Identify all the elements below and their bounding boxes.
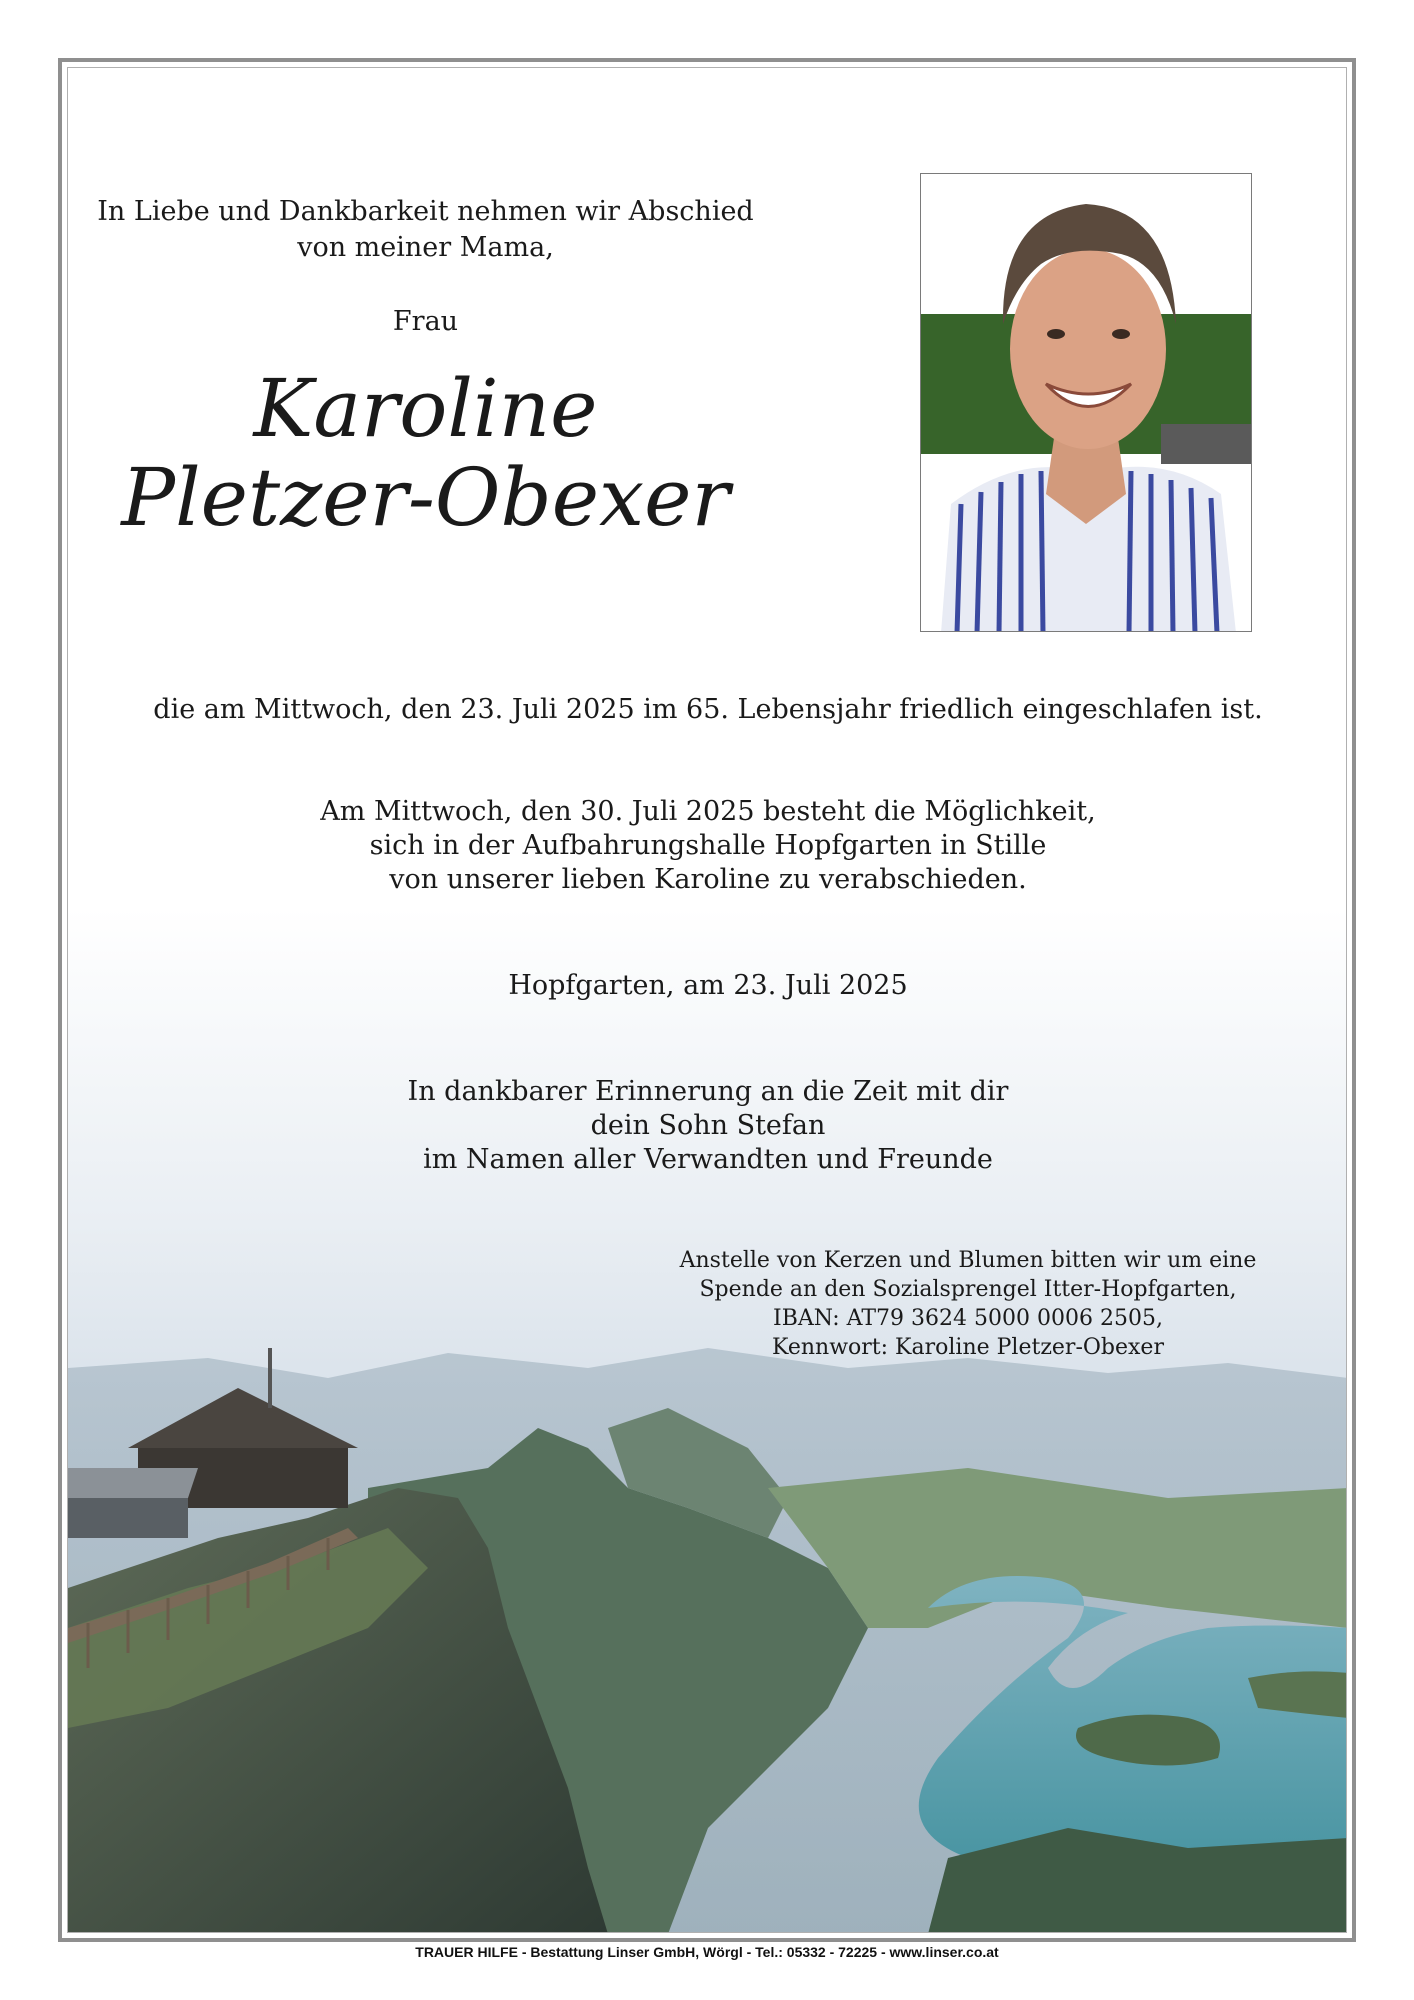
portrait-image xyxy=(921,174,1252,632)
intro-line-2: von meiner Mama, xyxy=(297,232,554,263)
portrait-photo xyxy=(920,173,1252,632)
donation-line-2: Spende an den Sozialsprengel Itter-Hopfgarten, xyxy=(699,1277,1237,1302)
mourners-line-2: dein Sohn Stefan xyxy=(590,1110,826,1141)
mourners-line-3: im Namen aller Verwandten und Freunde xyxy=(423,1144,993,1175)
place-date: Hopfgarten, am 23. Juli 2025 xyxy=(508,970,908,1001)
farewell-line-2: sich in der Aufbahrungshalle Hopfgarten in Stille xyxy=(369,830,1047,861)
donation-line-1: Anstelle von Kerzen und Blumen bitten wir um eine xyxy=(679,1248,1257,1273)
mourners-line-1: In dankbarer Erinnerung an die Zeit mit dir xyxy=(407,1076,1009,1107)
footer-imprint: TRAUER HILFE - Bestattung Linser GmbH, Wörgl - Tel.: 05332 - 72225 - www.linser.co.at xyxy=(415,1944,999,1960)
intro-line-1: In Liebe und Dankbarkeit nehmen wir Abschied xyxy=(97,196,754,227)
salutation: Frau xyxy=(392,306,459,337)
donation-line-3: IBAN: AT79 3624 5000 0006 2505, xyxy=(773,1306,1163,1331)
deceased-first-name: Karoline xyxy=(253,362,598,455)
farewell-line-3: von unserer lieben Karoline zu verabschieden. xyxy=(389,864,1027,895)
notice-card xyxy=(67,67,1347,1933)
death-notice: die am Mittwoch, den 23. Juli 2025 im 65. Lebensjahr friedlich eingeschlafen ist. xyxy=(153,694,1263,725)
deceased-last-name: Pletzer-Obexer xyxy=(121,451,730,544)
donation-line-4: Kennwort: Karoline Pletzer-Obexer xyxy=(772,1335,1164,1360)
farewell-line-1: Am Mittwoch, den 30. Juli 2025 besteht die Möglichkeit, xyxy=(320,796,1096,827)
